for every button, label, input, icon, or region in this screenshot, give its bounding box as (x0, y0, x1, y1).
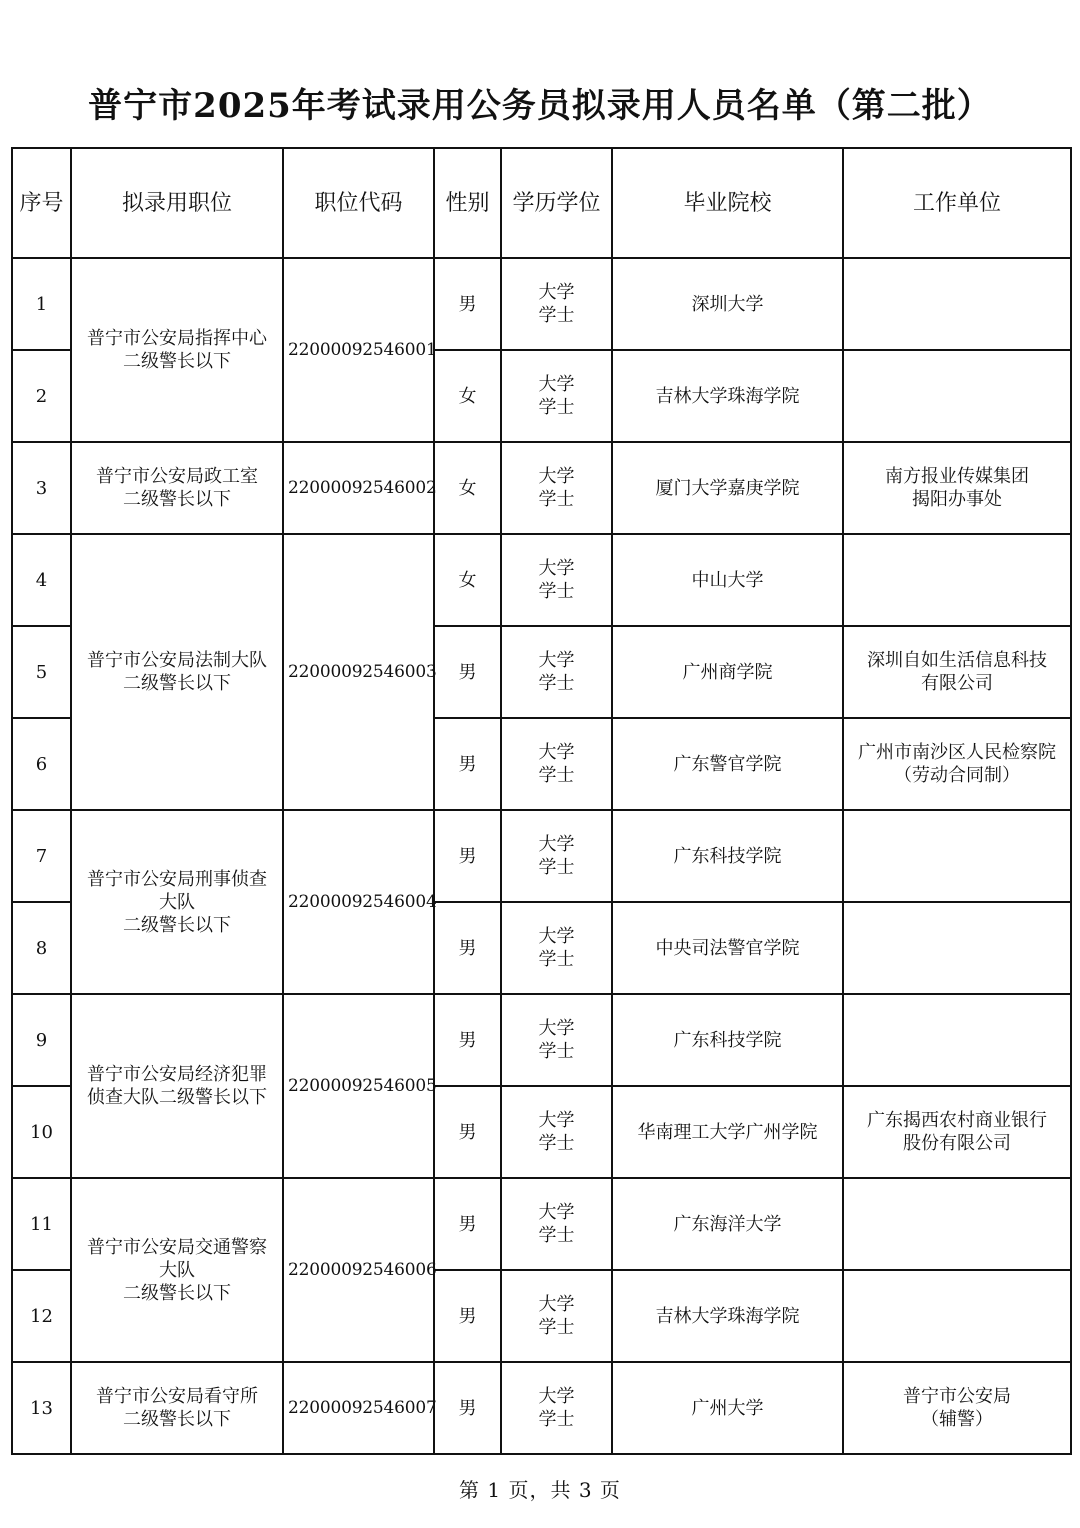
row-no: 6 (12, 718, 71, 810)
table-row (12, 442, 1071, 534)
position-name: 普宁市公安局指挥中心 二级警长以下 (71, 258, 283, 442)
gender: 男 (434, 626, 501, 718)
school: 广东科技学院 (612, 994, 843, 1086)
degree: 大学 学士 (501, 1178, 612, 1270)
employer (843, 994, 1071, 1086)
employer (843, 902, 1071, 994)
employer (843, 1178, 1071, 1270)
gender: 男 (434, 902, 501, 994)
candidate-table (11, 147, 1072, 1455)
gender: 女 (434, 534, 501, 626)
row-no: 3 (12, 442, 71, 534)
position-code: 22000092546005 (283, 994, 434, 1178)
row-no: 11 (12, 1178, 71, 1270)
position-name: 普宁市公安局刑事侦查 大队 二级警长以下 (71, 810, 283, 994)
row-no: 7 (12, 810, 71, 902)
gender: 男 (434, 810, 501, 902)
row-no: 10 (12, 1086, 71, 1178)
row-no: 2 (12, 350, 71, 442)
gender: 男 (434, 1270, 501, 1362)
school: 吉林大学珠海学院 (612, 350, 843, 442)
position-name: 普宁市公安局经济犯罪 侦查大队二级警长以下 (71, 994, 283, 1178)
employer (843, 350, 1071, 442)
page-footer: 第 1 页，共 3 页 (459, 1478, 621, 1502)
degree: 大学 学士 (501, 1270, 612, 1362)
degree: 大学 学士 (501, 1362, 612, 1454)
employer (843, 258, 1071, 350)
table-header-row (12, 148, 1071, 258)
header-position: 拟录用职位 (71, 148, 283, 258)
position-code: 22000092546007 (283, 1362, 434, 1454)
row-no: 5 (12, 626, 71, 718)
table-row (12, 534, 1071, 626)
school: 广东警官学院 (612, 718, 843, 810)
employer (843, 534, 1071, 626)
degree: 大学 学士 (501, 350, 612, 442)
row-no: 9 (12, 994, 71, 1086)
degree: 大学 学士 (501, 1086, 612, 1178)
row-no: 12 (12, 1270, 71, 1362)
table-row (12, 810, 1071, 902)
table-row (12, 1178, 1071, 1270)
employer: 深圳自如生活信息科技 有限公司 (843, 626, 1071, 718)
school: 中山大学 (612, 534, 843, 626)
header-degree: 学历学位 (501, 148, 612, 258)
position-code: 22000092546002 (283, 442, 434, 534)
position-name: 普宁市公安局看守所 二级警长以下 (71, 1362, 283, 1454)
degree: 大学 学士 (501, 626, 612, 718)
employer (843, 810, 1071, 902)
row-no: 8 (12, 902, 71, 994)
table-row (12, 258, 1071, 350)
page-title: 普宁市2025年考试录用公务员拟录用人员名单（第二批） (88, 86, 992, 126)
degree: 大学 学士 (501, 258, 612, 350)
gender: 男 (434, 1178, 501, 1270)
degree: 大学 学士 (501, 810, 612, 902)
position-name: 普宁市公安局法制大队 二级警长以下 (71, 534, 283, 810)
row-no: 4 (12, 534, 71, 626)
row-no: 13 (12, 1362, 71, 1454)
header-code: 职位代码 (283, 148, 434, 258)
gender: 女 (434, 350, 501, 442)
employer: 普宁市公安局 （辅警） (843, 1362, 1071, 1454)
position-code: 22000092546003 (283, 534, 434, 810)
header-no: 序号 (12, 148, 71, 258)
header-school: 毕业院校 (612, 148, 843, 258)
degree: 大学 学士 (501, 994, 612, 1086)
header-employer: 工作单位 (843, 148, 1071, 258)
position-code: 22000092546006 (283, 1178, 434, 1362)
table-row (12, 1362, 1071, 1454)
row-no: 1 (12, 258, 71, 350)
employer: 广东揭西农村商业银行 股份有限公司 (843, 1086, 1071, 1178)
school: 华南理工大学广州学院 (612, 1086, 843, 1178)
position-name: 普宁市公安局政工室 二级警长以下 (71, 442, 283, 534)
school: 广东科技学院 (612, 810, 843, 902)
header-gender: 性别 (434, 148, 501, 258)
school: 中央司法警官学院 (612, 902, 843, 994)
table-row (12, 994, 1071, 1086)
school: 广州大学 (612, 1362, 843, 1454)
degree: 大学 学士 (501, 902, 612, 994)
gender: 男 (434, 258, 501, 350)
school: 吉林大学珠海学院 (612, 1270, 843, 1362)
school: 广东海洋大学 (612, 1178, 843, 1270)
school: 广州商学院 (612, 626, 843, 718)
employer: 南方报业传媒集团 揭阳办事处 (843, 442, 1071, 534)
school: 深圳大学 (612, 258, 843, 350)
school: 厦门大学嘉庚学院 (612, 442, 843, 534)
employer (843, 1270, 1071, 1362)
gender: 女 (434, 442, 501, 534)
gender: 男 (434, 718, 501, 810)
degree: 大学 学士 (501, 442, 612, 534)
position-name: 普宁市公安局交通警察 大队 二级警长以下 (71, 1178, 283, 1362)
gender: 男 (434, 1086, 501, 1178)
degree: 大学 学士 (501, 718, 612, 810)
employer: 广州市南沙区人民检察院 （劳动合同制） (843, 718, 1071, 810)
position-code: 22000092546001 (283, 258, 434, 442)
position-code: 22000092546004 (283, 810, 434, 994)
gender: 男 (434, 1362, 501, 1454)
gender: 男 (434, 994, 501, 1086)
degree: 大学 学士 (501, 534, 612, 626)
